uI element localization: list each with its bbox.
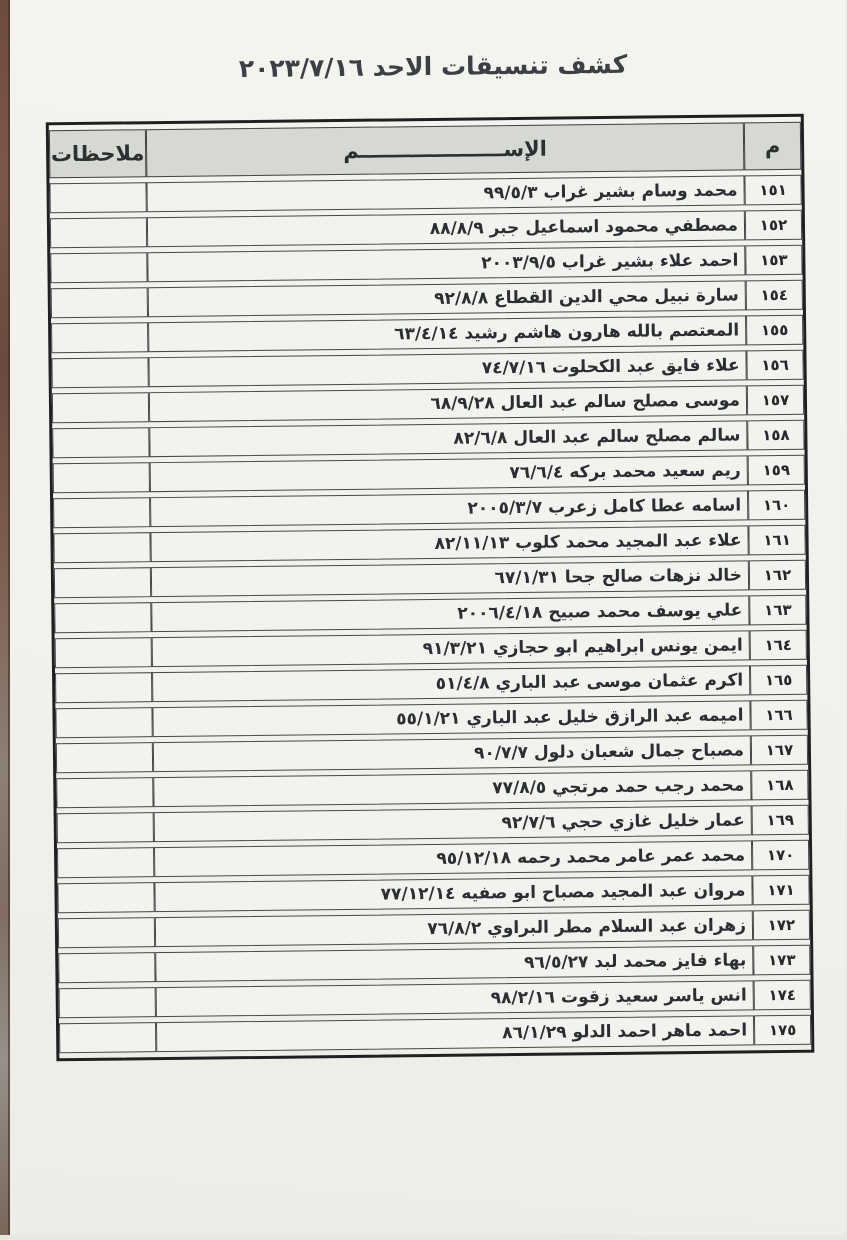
row-name-cell: محمد عمر عامر محمد رحمه ٩٥/١٢/١٨: [155, 840, 753, 877]
row-notes-cell: [55, 567, 152, 598]
row-notes-cell: [52, 357, 149, 388]
row-number-cell: ١٥٥: [747, 315, 804, 346]
row-name-cell: سارة نبيل محي الدين القطاع ٩٢/٨/٨: [149, 280, 747, 317]
row-name-cell: خالد نزهات صالح جحا ٦٧/١/٣١: [152, 560, 750, 597]
row-number-cell: ١٧٣: [754, 945, 811, 976]
table-row: [51, 245, 803, 284]
row-notes-cell: [52, 322, 149, 353]
page-title: كشف تنسيقات الاحد ٢٠٢٣/٧/١٦: [239, 49, 629, 84]
row-name-cell: احمد علاء بشير غراب ٢٠٠٣/٩/٥: [148, 245, 746, 282]
table-row: [56, 700, 808, 739]
row-name-cell: علاء فايق عبد الكحلوت ٧٤/٧/١٦: [149, 350, 747, 387]
row-number-cell: ١٧١: [753, 875, 810, 906]
row-name-cell: اكرم عثمان موسى عبد الباري ٥١/٤/٨: [153, 665, 751, 702]
row-name-cell: علاء عبد المجيد محمد كلوب ٨٢/١١/١٣: [151, 525, 749, 562]
row-notes-cell: [53, 392, 150, 423]
row-number-cell: ١٦٢: [750, 560, 807, 591]
table-row: [59, 945, 811, 984]
row-number-cell: ١٦٠: [749, 490, 806, 521]
header-row: [50, 122, 802, 179]
row-name-cell: زهران عبد السلام مطر البراوي ٧٦/٨/٢: [156, 910, 754, 947]
row-number-cell: ١٦٦: [751, 700, 808, 731]
table-row: [52, 280, 804, 319]
row-number-cell: ١٥٦: [747, 350, 804, 381]
table-row: [58, 805, 810, 844]
row-number-cell: ١٧٥: [755, 1015, 812, 1046]
row-name-cell: ايمن يونس ابراهيم ابو حجازي ٩١/٣/٢١: [153, 630, 751, 667]
row-number-cell: ١٥٩: [749, 455, 806, 486]
table-row: [52, 315, 804, 354]
row-notes-cell: [56, 637, 153, 668]
row-notes-cell: [56, 707, 153, 738]
header-cell-number: م: [745, 122, 803, 171]
table-row: [53, 420, 805, 459]
row-number-cell: ١٦٣: [750, 595, 807, 626]
row-notes-cell: [53, 427, 150, 458]
row-name-cell: ريم سعيد محمد بركه ٧٦/٦/٤: [151, 455, 749, 492]
row-notes-cell: [54, 497, 151, 528]
row-name-cell: اميمه عبد الرازق خليل عبد الباري ٥٥/١/٢١: [153, 700, 751, 737]
row-number-cell: ١٦٨: [752, 770, 809, 801]
table-row: [57, 735, 809, 774]
row-number-cell: ١٦٧: [752, 735, 809, 766]
row-notes-cell: [59, 917, 156, 948]
table-row: [54, 455, 806, 494]
row-name-cell: موسى مصلح سالم عبد العال ٦٨/٩/٢٨: [150, 385, 748, 422]
header-cell-notes: ملاحظات: [50, 129, 148, 178]
table-row: [58, 875, 810, 914]
row-name-cell: عمار خليل غازي حجي ٩٢/٧/٦: [155, 805, 753, 842]
row-notes-cell: [54, 462, 151, 493]
row-number-cell: ١٥٧: [748, 385, 805, 416]
row-notes-cell: [60, 987, 157, 1018]
row-notes-cell: [57, 777, 154, 808]
table-row: [57, 770, 809, 809]
row-number-cell: ١٥٨: [748, 420, 805, 451]
row-name-cell: اسامه عطا كامل زعرب ٢٠٠٥/٣/٧: [151, 490, 749, 527]
table-row: [59, 910, 811, 949]
row-notes-cell: [51, 252, 148, 283]
row-name-cell: المعتصم بالله هارون هاشم رشيد ٦٣/٤/١٤: [149, 315, 747, 352]
roster-table: [47, 114, 816, 1062]
row-number-cell: ١٥٣: [746, 245, 803, 276]
row-notes-cell: [55, 602, 152, 633]
row-notes-cell: [52, 287, 149, 318]
row-notes-cell: [60, 1022, 157, 1053]
table-row: [50, 175, 802, 214]
row-name-cell: محمد وسام بشير غراب ٩٩/٥/٣: [147, 175, 745, 212]
row-notes-cell: [54, 532, 151, 563]
table-row: [51, 210, 803, 249]
row-notes-cell: [51, 217, 148, 248]
row-notes-cell: [57, 742, 154, 773]
row-name-cell: بهاء فايز محمد لبد ٩٦/٥/٢٧: [156, 945, 754, 982]
row-name-cell: علي يوسف محمد صبيح ٢٠٠٦/٤/١٨: [152, 595, 750, 632]
row-notes-cell: [58, 847, 155, 878]
row-name-cell: مصباح جمال شعبان دلول ٩٠/٧/٧: [154, 735, 752, 772]
row-name-cell: مصطفي محمود اسماعيل جبر ٨٨/٨/٩: [148, 210, 746, 247]
row-number-cell: ١٦٥: [751, 665, 808, 696]
table-row: [60, 980, 812, 1019]
table-row: [52, 350, 804, 389]
row-number-cell: ١٦١: [749, 525, 806, 556]
table-row: [54, 525, 806, 564]
row-number-cell: ١٦٩: [753, 805, 810, 836]
table-row: [53, 385, 805, 424]
row-name-cell: مروان عبد المجيد مصباح ابو صفيه ٧٧/١٢/١٤: [155, 875, 753, 912]
row-name-cell: محمد رجب حمد مرتجي ٧٧/٨/٥: [154, 770, 752, 807]
row-number-cell: ١٧٢: [754, 910, 811, 941]
row-name-cell: انس ياسر سعيد زقوت ٩٨/٢/١٦: [157, 980, 755, 1017]
row-number-cell: ١٥٢: [746, 210, 803, 241]
row-notes-cell: [50, 182, 147, 213]
table-row: [55, 595, 807, 634]
table-row: [56, 665, 808, 704]
row-number-cell: ١٥٤: [747, 280, 804, 311]
table-row: [55, 560, 807, 599]
table-row: [58, 840, 810, 879]
table-row: [54, 490, 806, 529]
table-row: [60, 1015, 812, 1054]
row-number-cell: ١٧٠: [753, 840, 810, 871]
row-number-cell: ١٥١: [745, 175, 802, 206]
header-cell-name: الإســــــــــــــــــــم: [147, 122, 746, 177]
row-name-cell: سالم مصلح سالم عبد العال ٨٢/٦/٨: [150, 420, 748, 457]
table-row: [56, 630, 808, 669]
row-name-cell: احمد ماهر احمد الدلو ٨٦/١/٢٩: [157, 1015, 755, 1052]
row-notes-cell: [59, 952, 156, 983]
row-number-cell: ١٧٤: [755, 980, 812, 1011]
row-notes-cell: [58, 812, 155, 843]
row-notes-cell: [56, 672, 153, 703]
row-notes-cell: [58, 882, 155, 913]
row-number-cell: ١٦٤: [751, 630, 808, 661]
scan-edge-left: [0, 0, 11, 1235]
table-body: [50, 175, 812, 1053]
